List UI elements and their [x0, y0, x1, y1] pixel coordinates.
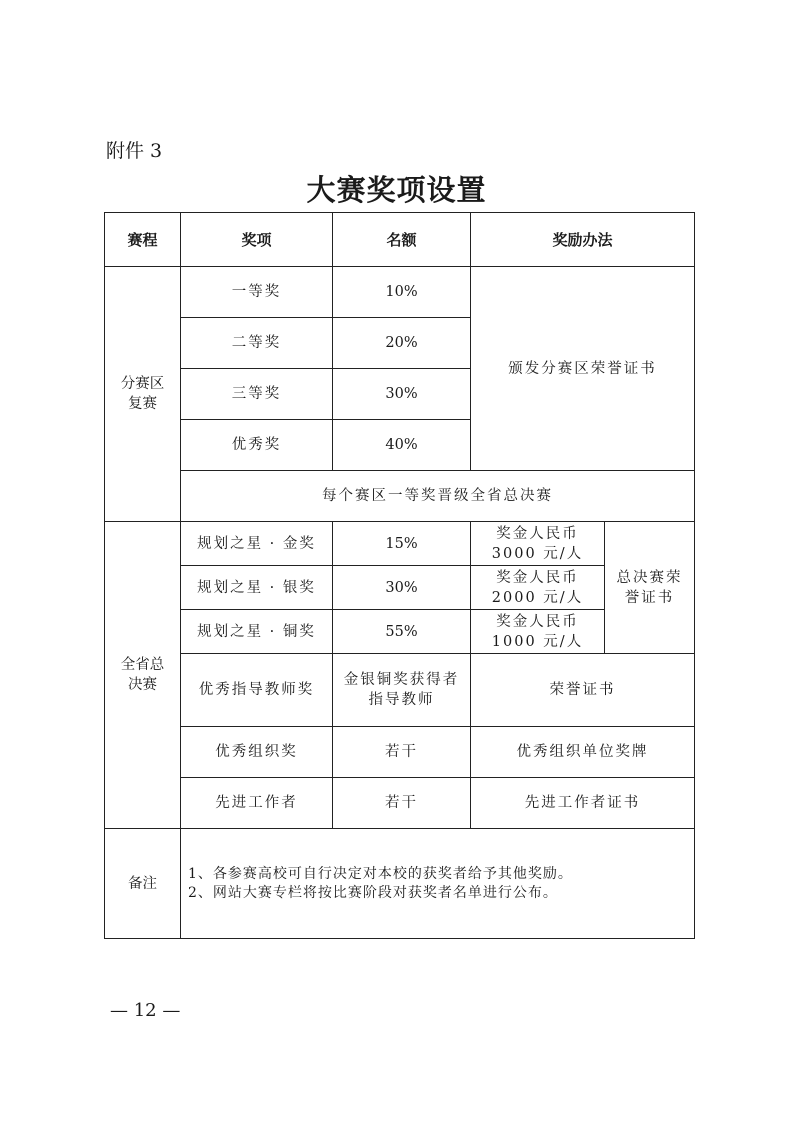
remark-line: 1、各参赛高校可自行决定对本校的获奖者给予其他奖励。 — [188, 865, 573, 882]
award-cell: 优秀组织奖 — [181, 727, 333, 778]
award-cell: 规划之星 · 铜奖 — [181, 610, 333, 654]
reward-cell: 先进工作者证书 — [471, 778, 695, 829]
award-cell: 三等奖 — [181, 369, 333, 420]
quota-cell: 若干 — [333, 778, 471, 829]
stage-final-line1: 全省总 — [120, 657, 165, 673]
award-table — [104, 212, 695, 939]
final-certificate-cell — [605, 522, 695, 654]
money-line2: 1000 元/人 — [491, 633, 584, 650]
table-row — [105, 267, 695, 318]
money-line1: 奖金人民币 — [496, 613, 579, 630]
division-reward-cell: 颁发分赛区荣誉证书 — [471, 267, 695, 471]
table-row — [105, 471, 695, 522]
stage-final-line2: 决赛 — [128, 677, 157, 693]
table-row — [105, 727, 695, 778]
quota-cell: 10% — [333, 267, 471, 318]
division-note-cell: 每个赛区一等奖晋级全省总决赛 — [181, 471, 695, 522]
award-cell: 优秀奖 — [181, 420, 333, 471]
money-cell — [471, 522, 605, 566]
quota-cell: 30% — [333, 566, 471, 610]
column-header-stage: 赛程 — [105, 213, 181, 267]
quota-cell: 20% — [333, 318, 471, 369]
quota-cell — [333, 654, 471, 727]
quota-line2: 指导教师 — [368, 692, 435, 708]
remark-line: 2、网站大赛专栏将按比赛阶段对获奖者名单进行公布。 — [188, 884, 558, 901]
quota-cell: 40% — [333, 420, 471, 471]
money-line2: 2000 元/人 — [491, 589, 584, 606]
reward-cell: 荣誉证书 — [471, 654, 695, 727]
reward-cell: 优秀组织单位奖牌 — [471, 727, 695, 778]
table-row — [105, 778, 695, 829]
award-cell: 先进工作者 — [181, 778, 333, 829]
final-certificate-line1: 总决赛荣 — [616, 569, 683, 586]
award-cell: 优秀指导教师奖 — [181, 654, 333, 727]
award-cell: 规划之星 · 银奖 — [181, 566, 333, 610]
award-cell: 规划之星 · 金奖 — [181, 522, 333, 566]
page-number: — 12 — — [110, 1000, 181, 1021]
money-line1: 奖金人民币 — [496, 569, 579, 586]
remarks-content-cell — [181, 829, 695, 939]
money-cell — [471, 610, 605, 654]
table-row — [105, 829, 695, 939]
column-header-quota: 名额 — [333, 213, 471, 267]
stage-final-cell — [105, 522, 181, 829]
column-header-reward: 奖励办法 — [471, 213, 695, 267]
award-cell: 二等奖 — [181, 318, 333, 369]
quota-line1: 金银铜奖获得者 — [343, 672, 460, 688]
quota-cell: 30% — [333, 369, 471, 420]
money-cell — [471, 566, 605, 610]
money-line2: 3000 元/人 — [491, 545, 584, 562]
quota-cell: 55% — [333, 610, 471, 654]
award-cell: 一等奖 — [181, 267, 333, 318]
table-row — [105, 522, 695, 566]
stage-division-cell — [105, 267, 181, 522]
attachment-label: 附件 3 — [106, 140, 163, 162]
document-title: 大赛奖项设置 — [306, 173, 487, 207]
remarks-label-cell: 备注 — [105, 829, 181, 939]
table-row — [105, 654, 695, 727]
column-header-award: 奖项 — [181, 213, 333, 267]
quota-cell: 若干 — [333, 727, 471, 778]
final-certificate-line2: 誉证书 — [624, 589, 675, 606]
table-header-row — [105, 213, 695, 267]
quota-cell: 15% — [333, 522, 471, 566]
money-line1: 奖金人民币 — [496, 525, 579, 542]
stage-division-line2: 复赛 — [128, 396, 157, 412]
stage-division-line1: 分赛区 — [120, 376, 165, 392]
